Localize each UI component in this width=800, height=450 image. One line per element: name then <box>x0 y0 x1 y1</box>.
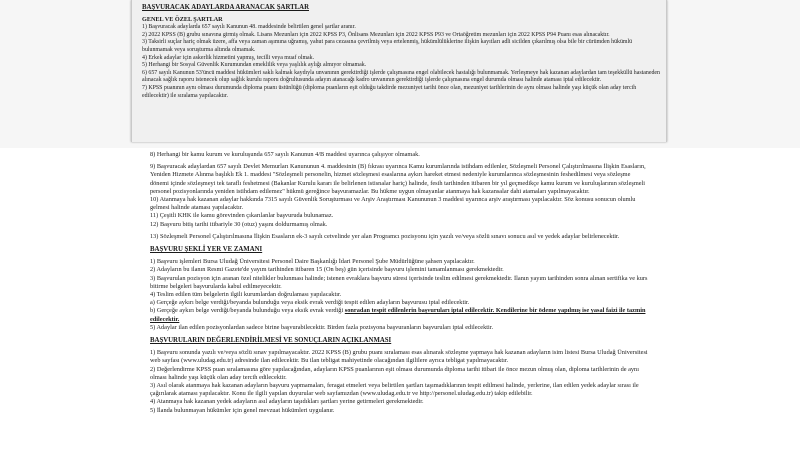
application-item-b <box>150 307 650 323</box>
application-item: 2) Adayların bu ilanın Resmi Gazete'de yayım tarihinden itibaren 15 (On beş) gün içerisinde başvuru işlemini tamamlanması gerekmektedir. <box>150 266 504 274</box>
evaluation-item: 1) Başvuru sonunda yazılı ve/veya sözlü sınav yapılmayacaktır. 2022 KPSS (B) grubu puanı sıralaması esas alınarak sözleşme yapmaya hak kazanan adayların isim listesi Bursa Uludağ Üniversitesi web sayfası (www.uludag.edu.tr) adresinde ilan edilecektir. Bu ilan tebligat mahiyetinde olacağından ilgililere ayrıca tebligat yapılmayacaktır. <box>150 349 648 365</box>
evaluation-item: 5) İlanda bulunmayan hükümler için genel mevzuat hükümleri uygulanır. <box>150 406 335 414</box>
condition-item: 8) Herhangi bir kamu kurum ve kuruluşunda 657 sayılı Kanunun 4/B maddesi uyarınca çalışıyor olmamak. <box>150 151 420 158</box>
top-item: 1) Başvuracak adaylarda 657 sayılı Kanunun 48. maddesinde belirtilen genel şartlar aranır. <box>142 24 356 31</box>
application-item: 5) Adaylar ilan edilen pozisyonlardan sadece birine başvurabilecektir. Birden fazla pozisyona başvuranların başvuruları iptal edilecektir. <box>150 323 494 331</box>
application-item-b-text: b) Gerçeğe aykırı belge verdiği/beyanda bulunduğu veya eksik evrak verdiği <box>150 307 345 315</box>
evaluation-item: 2) Değerlendirme KPSS puan sıralamasına göre yapılacağından, adayların KPSS puanlarının eşit olması durumunda diploma tarihi itibari ile önce mezun olmuş olan, diploma tarihlerinin de aynı olması halinde yaşı küçük olan aday tercih edilecektir. <box>150 365 639 381</box>
condition-item: 12) Başvuru bitiş tarihi itibariyle 30 (otuz) yaşını doldurmamış olmak. <box>150 220 328 228</box>
application-item-b-warning: sonradan tespit edilenlerin başvuruları iptal edilecektir. Kendilerine bir ödeme yapılmış ise yasal faizi ile tazmin edilecektir. <box>150 307 646 323</box>
top-item: 3) Taksirli suçlar hariç olmak üzere, affa veya zaman aşımına uğramış, yahut para cezasına çevrilmiş veya ertelenmiş, hükümlülüklerine ilişkin kayıtları adli sicilden çıkarılmış olsa bile bir cürümden hükümlü bulunmamak veya soruşturma altında olmamak. <box>142 39 633 53</box>
evaluation-item: 3) Asıl olarak atanmaya hak kazanan adayların başvuru yapmamaları, feragat etmeleri veya belirtilen şartları taşımadıklarının tespit edilmesi halinde, yerlerine, ilan edilen yedek adaylar sırası ile çağırılarak ataması yapılacaktır. Konu ile ilgili yapılan duyurular web sayfamızdan (www.uludag.edu.tr ve http://personel.uludag.edu.tr) takip edilebilir. <box>150 382 639 398</box>
top-item: 5) Herhangi bir Sosyal Güvenlik Kurumundan emeklilik veya yaşlılık aylığı almıyor olmamak. <box>142 62 367 69</box>
condition-item: 10) Atanmaya hak kazanan adaylar hakkında 7315 sayılı Güvenlik Soruşturması ve Arşiv Araştırması Kanununun 3 maddesi uyarınca arşiv araştırması yapılacaktır. Söz konusu sonucun olumlu gelmesi halinde ataması yapılacaktır. <box>150 196 636 212</box>
evaluation-heading: BAŞVURULARIN DEĞERLENDİRİLMESİ VE SONUÇLARIN AÇIKLANMASI <box>150 337 392 345</box>
application-item: 3) Başvurulan pozisyon için aranan özel nitelikler bulunması halinde; istenen evraklara başvuru süresi içerisinde teslim edilmesi gerekmektedir. İlanın yayım tarihinden sonra alınan sertifika ve kurs bitirme belgeleri başvurularda kabul edilmeyecektir. <box>150 274 648 290</box>
document-body <box>150 151 650 415</box>
general-conditions-subheading: GENEL VE ÖZEL ŞARTLAR <box>142 15 223 23</box>
top-document-box <box>131 0 667 142</box>
condition-item: 13) Sözleşmeli Personel Çalıştırılmasına İlişkin Esasların ek-3 sayılı cetvelinde yer alan Programcı pozisyonu için yazılı ve/veya sözlü sınavı sonucu asıl ve yedek adaylar belirlenecektir. <box>150 232 620 240</box>
application-heading: BAŞVURU ŞEKLİ YER VE ZAMANI <box>150 246 263 254</box>
condition-item: 9) Başvuracak adaylardan 657 sayılı Devlet Memurları Kanununun 4. maddesinin (B) fıkrası uyarınca Kamu kurumlarında istihdam edilenler, Sözleşmeli Personel Çalıştırılmasına İlişkin Esasların, Yeniden Hizmete Alınma başlıklı Ek 1. maddesi "Sözleşmeli personelin, hizmet sözleşmesi esaslarına aykırı hareket etmesi nedeniyle kurumlarınca sözleşmesinin feshedilmesi veya sözleşme dönemi içinde sözleşmeyi tek taraflı feshetmesi (Bakanlar Kurulu kararı ile belirlenen istisnalar hariç) halinde, fesih tarihinden itibaren bir yıl geçmedikçe kamu kurum ve kuruluşlarının sözleşmeli personel pozisyonlarında yeniden istihdam edilemez" hükmü gereğince başvuramazlar. Bu hükme uygun olmayanlar atanmaya hak kazansalar dahi atamaları yapılmayacaktır. <box>150 163 646 195</box>
application-item: a) Gerçeğe aykırı belge verdiği/beyanda bulunduğu veya eksik evrak verdiği tespit edilen adayların başvurusu iptal edilecektir. <box>150 299 470 307</box>
requirements-heading: BAŞVURACAK ADAYLARDA ARANACAK ŞARTLAR <box>142 4 309 11</box>
application-item: 4) Teslim edilen tüm belgelerin ilgili kurumlardan doğrulaması yapılacaktır. <box>150 291 342 299</box>
evaluation-item: 4) Atanmaya hak kazanan yedek adayların asıl adayların taşıdıkları şartları yerine getirmeleri gerekmektedir. <box>150 398 424 406</box>
application-item: 1) Başvuru işlemleri Bursa Uludağ Üniversitesi Personel Daire Başkanlığı İdari Personel Şube Müdürlüğüne şahsen yapılacaktır. <box>150 258 475 266</box>
condition-item: 11) Çeşitli KHK ile kamu görevinden çıkarılanlar başvuruda bulunamaz. <box>150 212 334 220</box>
top-item: 4) Erkek adaylar için askerlik hizmetini yapmış, tecilli veya muaf olmak. <box>142 54 315 61</box>
top-item: 2) 2022 KPSS (B) grubu sınavına girmiş olmak. Lisans Mezunları için 2022 KPSS P3, Önlisans Mezunları için 2022 KPSS P93 ve Ortaöğretim mezunları için 2022 KPSS P94 Puanı esas alınacaktır. <box>142 31 610 38</box>
top-item: 7) KPSS puanının aynı olması durumunda diploma puanı üstünlüğü (diploma puanların eşit olduğu takdirde mezuniyet tarihi önce olan, mezuniyet tarihlerinin de aynı olması halinde yaşı küçük olan aday tercih edilecektir) ile sıralama yapılacaktır. <box>142 84 637 99</box>
top-item: 6) 657 sayılı Kanunun 53'üncü maddesi hükümleri saklı kalmak kaydıyla unvanının gerektirdiği işlerde çalışmasına engel olabilecek hastalığı bulunmamak. Yerleşmeye hak kazanan adaylardan tam teşekküllü hastaneden alınacak sağlık raporu istenecek olup sağlık kurulu raporu doğrultusunda adayın atanacağı kadro unvanının gerektirdiği işlerde çalışmasına engel durumda olması halinde ataması iptal edilecektir. <box>142 69 660 84</box>
top-screenshot-panel <box>0 0 800 148</box>
